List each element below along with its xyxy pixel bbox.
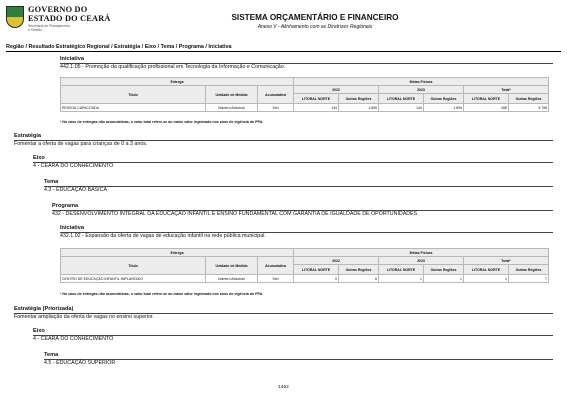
tema-heading: Tema xyxy=(44,352,59,358)
value-cell: 1.899 xyxy=(339,104,379,112)
programa-heading: Programa xyxy=(52,203,79,209)
entrega-title-cell: PESSOA CAPACITADA xyxy=(61,104,206,112)
breadcrumb: Região / Resultado Estratégico Regional / Estratégia / Eixo / Tema / Programa / Iniciativa xyxy=(6,44,232,50)
value-cell: 1 xyxy=(464,275,509,283)
document-header xyxy=(0,0,567,42)
value-cell: 1 xyxy=(424,275,464,283)
iniciativa-heading: Iniciativa xyxy=(60,225,84,231)
year-2023-header: 2023 xyxy=(379,257,464,265)
table-footnote: * No caso de entregas não acumulativas, o valor total refere-se ao maior valor registrado nos anos de vigência do PPA. xyxy=(60,120,264,124)
entrega-title-cell: CENTRO DE EDUCAÇÃO INFANTIL IMPLANTADO xyxy=(61,275,206,283)
acumulativa-header: Acumulativa xyxy=(258,86,294,104)
outras-regioes-header: Outras Regiões xyxy=(339,94,379,104)
eixo-heading: Eixo xyxy=(33,155,45,161)
logo-line-2: ESTADO DO CEARÁ xyxy=(28,14,111,23)
government-logo xyxy=(6,4,111,38)
year-2022-header: 2022 xyxy=(294,86,379,94)
outras-regioes-header: Outras Regiões xyxy=(339,265,379,275)
entrega-header: Entrega xyxy=(61,78,294,86)
acumulativa-header: Acumulativa xyxy=(258,257,294,275)
entrega-table-1 xyxy=(60,77,549,112)
titulo-header: Título xyxy=(61,86,206,104)
table-row xyxy=(61,104,549,112)
programa-text: 432 - DESENVOLVIMENTO INTEGRAL DA EDUCAÇÃO INFANTIL E ENSINO FUNDAMENTAL COM GARANTIA DE IGUALDADE DE OPORTUNIDADES xyxy=(52,211,418,217)
value-cell: 268 xyxy=(464,104,509,112)
tema-text: 4.3 - EDUCAÇÃO BÁSICA xyxy=(44,187,107,193)
breadcrumb-divider xyxy=(6,51,561,52)
value-cell: 134 xyxy=(379,104,424,112)
logo-line-1: GOVERNO DO xyxy=(28,5,88,14)
table-footnote: * No caso de entregas não acumulativas, o valor total refere-se ao maior valor registrado nos anos de vigência do PPA. xyxy=(60,292,264,296)
estrategia-text: Fomentar a oferta de vagas para crianças de 0 a 3 anos. xyxy=(14,141,148,147)
total-header: Total* xyxy=(464,257,549,265)
metas-header: Metas Físicas xyxy=(294,249,549,257)
value-cell: 1 xyxy=(379,275,424,283)
iniciativa-text: 442.1.05 - Promoção da qualificação profissional em Tecnologia da Informação e Comunicação. xyxy=(60,64,286,70)
litoral-norte-header: LITORAL NORTE xyxy=(379,265,424,275)
estrategia-text: Fomentar ampliação da oferta de vagas no ensino superior. xyxy=(14,314,154,320)
estrategia-heading: Estratégia xyxy=(14,133,42,139)
value-cell: 7 xyxy=(509,275,549,283)
annex-subtitle: Anexo V - Alinhamento com as Diretrizes Regionais xyxy=(257,24,373,30)
total-header: Total* xyxy=(464,86,549,94)
litoral-norte-header: LITORAL NORTE xyxy=(464,265,509,275)
tema-text: 4.5 - EDUCAÇÃO SUPERIOR xyxy=(44,360,116,366)
value-cell: 134 xyxy=(294,104,339,112)
acumulativa-cell: Sim xyxy=(258,104,294,112)
acumulativa-cell: Sim xyxy=(258,275,294,283)
logo-line-3 xyxy=(28,24,70,32)
eixo-text: 4 - CEARÁ DO CONHECIMENTO xyxy=(33,163,114,169)
outras-regioes-header: Outras Regiões xyxy=(509,265,549,275)
value-cell: 0 xyxy=(294,275,339,283)
metas-header: Metas Físicas xyxy=(294,78,549,86)
unidade-cell: Número Absoluto xyxy=(206,104,258,112)
litoral-norte-header: LITORAL NORTE xyxy=(379,94,424,104)
unidade-header: Unidade de Medida xyxy=(206,86,258,104)
value-cell: 1.899 xyxy=(424,104,464,112)
system-title: SISTEMA ORÇAMENTÁRIO E FINANCEIRO xyxy=(231,13,399,22)
titulo-header: Título xyxy=(61,257,206,275)
tema-divider xyxy=(44,359,553,360)
year-2023-header: 2023 xyxy=(379,86,464,94)
value-cell: 3.798 xyxy=(509,104,549,112)
logo-secretaria: Secretaria do Planejamento xyxy=(28,24,70,28)
logo-gestao: e Gestão xyxy=(28,28,42,32)
outras-regioes-header: Outras Regiões xyxy=(424,265,464,275)
litoral-norte-header: LITORAL NORTE xyxy=(294,265,339,275)
value-cell: 6 xyxy=(339,275,379,283)
eixo-text: 4 - CEARÁ DO CONHECIMENTO xyxy=(33,336,114,342)
table-row xyxy=(61,275,549,283)
page-number: 1462 xyxy=(278,385,289,390)
year-2022-header: 2022 xyxy=(294,257,379,265)
entrega-header: Entrega xyxy=(61,249,294,257)
iniciativa-text: 432.1.02 - Expansão da oferta de vagas de educação infantil na rede pública municipal. xyxy=(60,233,266,239)
outras-regioes-header: Outras Regiões xyxy=(424,94,464,104)
litoral-norte-header: LITORAL NORTE xyxy=(464,94,509,104)
tema-heading: Tema xyxy=(44,179,59,185)
coat-of-arms-icon xyxy=(6,6,24,28)
unidade-header: Unidade de Medida xyxy=(206,257,258,275)
outras-regioes-header: Outras Regiões xyxy=(509,94,549,104)
entrega-table-2 xyxy=(60,248,549,283)
unidade-cell: Número Absoluto xyxy=(206,275,258,283)
estrategia-heading: Estratégia (Priorizada) xyxy=(14,306,74,312)
tema-divider xyxy=(44,186,553,187)
eixo-heading: Eixo xyxy=(33,328,45,334)
litoral-norte-header: LITORAL NORTE xyxy=(294,94,339,104)
iniciativa-heading: Iniciativa xyxy=(60,56,84,62)
